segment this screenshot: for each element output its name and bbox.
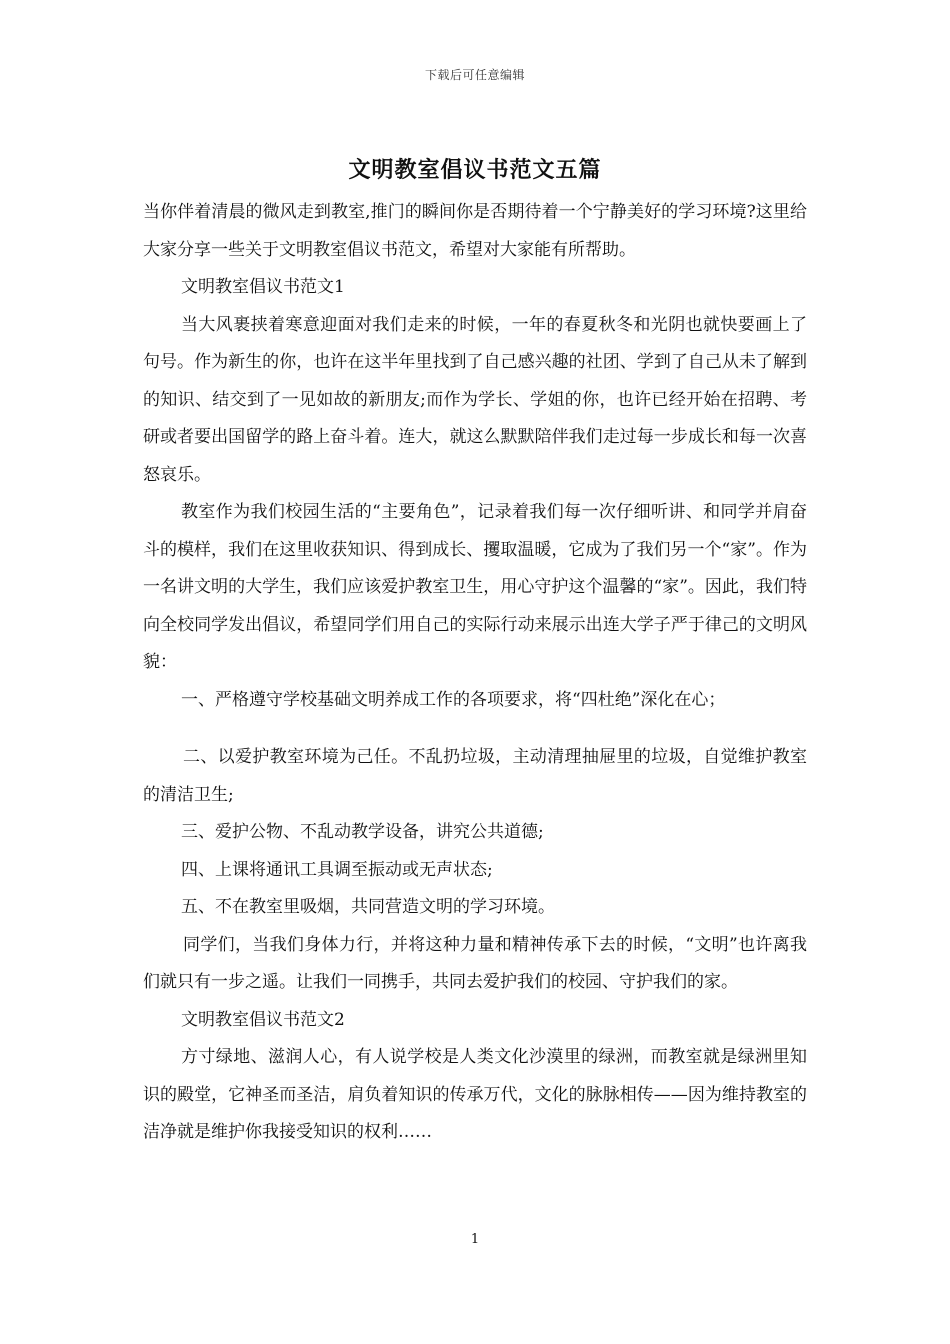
paragraph-2: 教室作为我们校园生活的“主要角色”，记录着我们每一次仔细听讲、和同学并肩奋斗的模样，我们在这里收获知识、得到成长、攫取温暖，它成为了我们另一个“家”。作为一名讲文明的大学生，我们应该爱护教室卫生，用心守护这个温馨的“家”。因此，我们特向全校同学发出倡议，希望同学们用自己的实际行动来展示出连大学子严于律己的文明风貌： — [143, 502, 807, 672]
list-item-5: 五、不在教室里吸烟，共同营造文明的学习环境。 — [181, 897, 555, 917]
list-item-1: 一、严格遵守学校基础文明养成工作的各项要求，将“四杜绝”深化在心； — [181, 689, 726, 710]
list-item-3: 三、爱护公物、不乱动教学设备，讲究公共道德; — [181, 822, 544, 842]
document-title: 文明教室倡议书范文五篇 — [348, 157, 602, 183]
paragraph-1: 当大风裹挟着寒意迎面对我们走来的时候，一年的春夏秋冬和光阴也就快要画上了句号。作为新生的你，也许在这半年里找到了自己感兴趣的社团、学到了自己从未了解到的知识、结交到了一见如故的新朋友;而作为学长、学姐的你，也许已经开始在招聘、考研或者要出国留学的路上奋斗着。连大，就这么默默陪伴我们走过每一步成长和每一次喜怒哀乐。 — [143, 314, 807, 485]
list-item-2: 二、以爱护教室环境为己任。不乱扔垃圾，主动清理抽屉里的垃圾，自觉维护教室的清洁卫生; — [143, 747, 807, 805]
paragraph-3: 同学们，当我们身体力行，并将这种力量和精神传承下去的时候，“文明”也许离我们就只有一步之遥。让我们一同携手，共同去爱护我们的校园、守护我们的家。 — [143, 934, 807, 992]
section-heading-2: 文明教室倡议书范文2 — [181, 1009, 345, 1030]
page-header: 下载后可任意编辑 — [424, 68, 525, 82]
list-item-4: 四、上课将通讯工具调至振动或无声状态; — [181, 859, 493, 880]
paragraph-4: 方寸绿地、滋润人心，有人说学校是人类文化沙漠里的绿洲，而教室就是绿洲里知识的殿堂，它神圣而圣洁，肩负着知识的传承万代，文化的脉脉相传——因为维持教室的洁净就是维护你我接受知识的权利…… — [143, 1047, 807, 1142]
section-heading-1: 文明教室倡议书范文1 — [181, 277, 345, 297]
page-number: 1 — [470, 1232, 480, 1247]
document-body — [143, 194, 807, 1152]
intro-paragraph: 当你伴着清晨的微风走到教室,推门的瞬间你是否期待着一个宁静美好的学习环境?这里给大家分享一些关于文明教室倡议书范文，希望对大家能有所帮助。 — [143, 202, 807, 260]
